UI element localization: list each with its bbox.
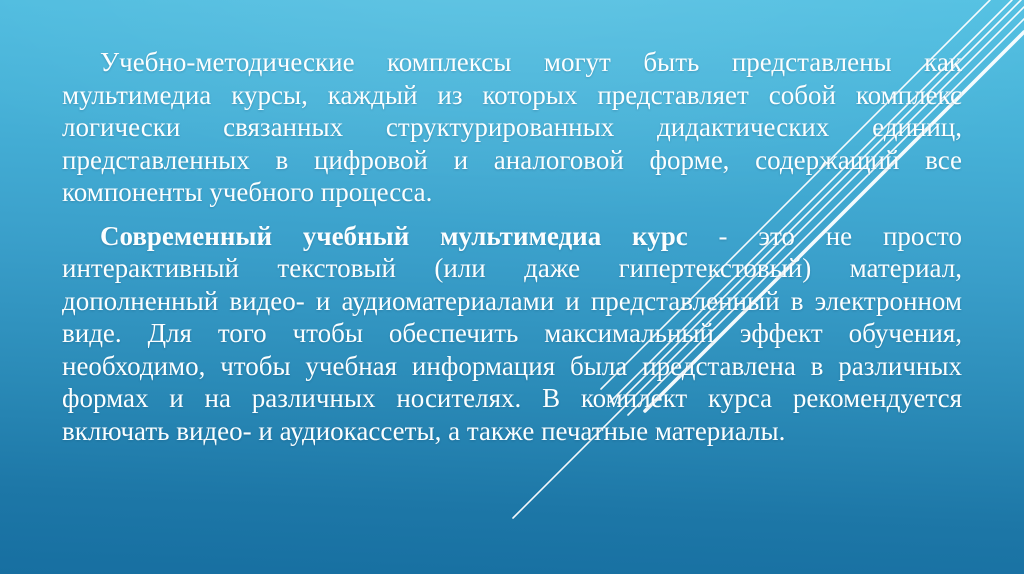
paragraph-multimedia-course	[62, 220, 962, 448]
paragraph-umk-definition: Учебно-методические комплексы могут быть представлены как мультимедиа курсы, каждый из которых представляет собой комплекс логически связанных структурированных дидактических единиц, представленных в цифровой и аналоговой форме, содержащий все компоненты учебного процесса.	[62, 47, 962, 207]
paragraph-continuation: - это не просто интерактивный текстовый (или даже гипертекстовый) материал, дополненный видео- и аудиоматериалами и представленный в электронном виде. Для того чтобы обеспечить максимальный эффект обучения, необходимо, чтобы учебная информация была представлена в различных формах и на различных носителях. В комплект курса рекомендуется включать видео- и аудиокассеты, а также печатные материалы.	[62, 220, 962, 446]
paragraph-lead-bold: Современный учебный мультимедиа курс	[100, 220, 688, 251]
slide-body-text	[62, 46, 962, 447]
